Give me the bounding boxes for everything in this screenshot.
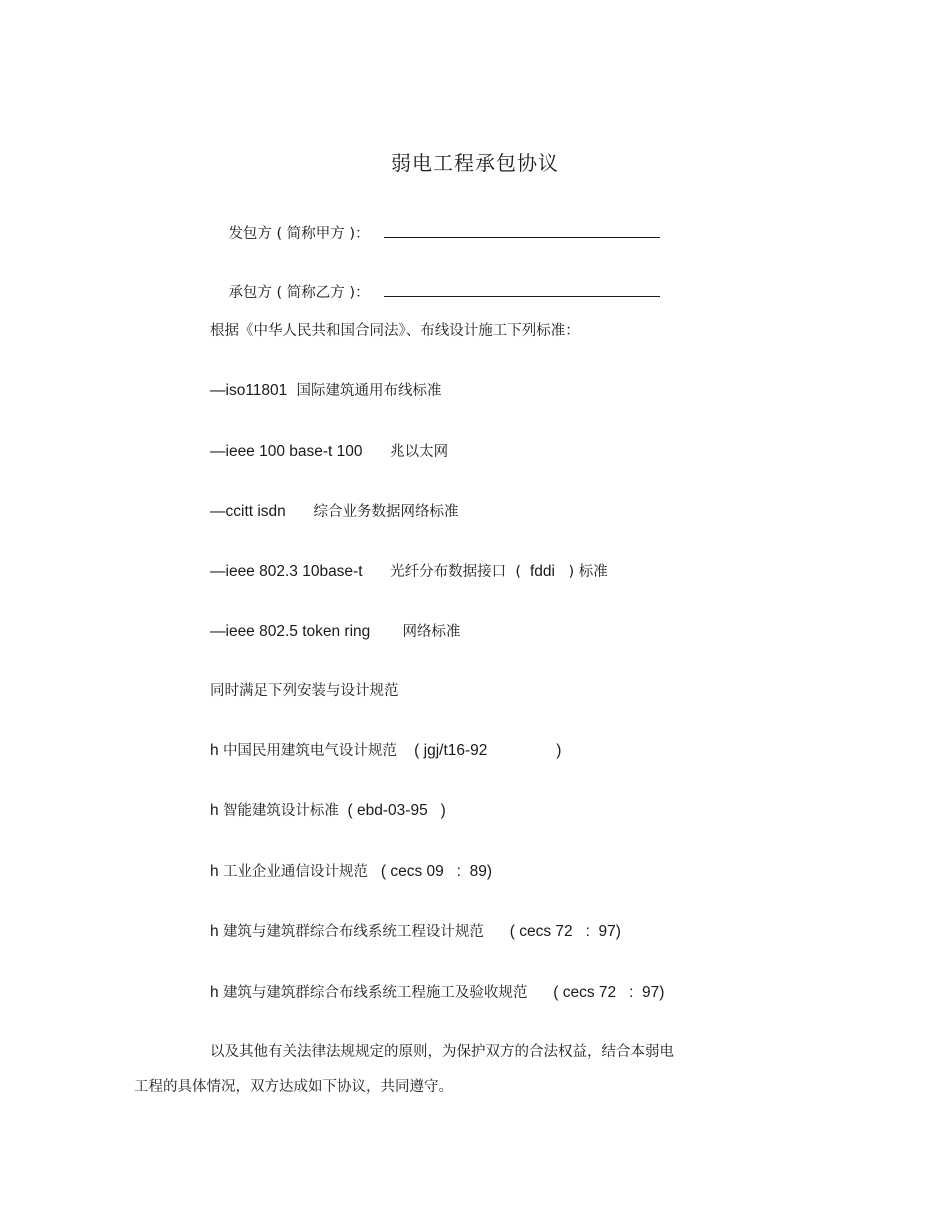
standard-code: —ieee 802.5 token ring [210, 623, 371, 640]
norm-name: 建筑与建筑群综合布线系统工程设计规范 [222, 924, 484, 940]
norm-item [210, 983, 664, 1003]
standard-code: —iso11801 [210, 382, 288, 399]
standard-desc-secondary: ) 标准 [559, 564, 608, 580]
standard-desc: 光纤分布数据接口 ( [362, 564, 526, 580]
norms-intro: 同时满足下列安装与设计规范 [210, 683, 399, 699]
norm-name: 中国民用建筑电气设计规范 [222, 743, 397, 759]
party-a-blank[interactable] [384, 223, 660, 238]
closing-paragraph-line1: 以及其他有关法律法规规定的原则，为保护双方的合法权益，结合本弱电 [210, 1044, 674, 1060]
standard-desc: 兆以太网 [362, 444, 449, 460]
norm-item [210, 801, 446, 821]
standard-code: —ieee 100 base-t 100 [210, 443, 363, 460]
norm-code: ( cecs 09 : 89) [367, 863, 492, 880]
norm-prefix: h [210, 802, 223, 819]
norm-item [210, 741, 561, 761]
party-b-row [210, 262, 660, 323]
standard-item [210, 502, 458, 522]
party-b-label: 承包方 ( 简称乙方 )： [228, 285, 370, 301]
standard-code: —ieee 802.3 10base-t [210, 563, 363, 580]
norm-code: ( ebd-03-95 ) [338, 802, 446, 819]
party-a-label: 发包方 ( 简称甲方 )： [228, 226, 370, 242]
standard-desc: 网络标准 [370, 624, 461, 640]
norm-name: 智能建筑设计标准 [222, 803, 339, 819]
standard-item [210, 622, 461, 642]
norm-item [210, 922, 621, 942]
norm-code: ( cecs 72 : 97) [483, 923, 621, 940]
standard-code-secondary: fddi [525, 563, 560, 580]
standard-code: —ccitt isdn [210, 503, 286, 520]
norm-prefix: h [210, 984, 223, 1001]
document-title: 弱电工程承包协议 [391, 151, 559, 175]
standard-desc: 国际建筑通用布线标准 [287, 383, 442, 399]
standard-desc: 综合业务数据网络标准 [285, 504, 459, 520]
norm-prefix: h [210, 923, 223, 940]
standard-item [210, 381, 441, 401]
norm-code: ( jgj/t16-92 ) [396, 742, 562, 759]
basis-intro: 根据《中华人民共和国合同法》、布线设计施工下列标准： [210, 323, 580, 339]
norm-name: 工业企业通信设计规范 [222, 864, 368, 880]
closing-paragraph-line2: 工程的具体情况，双方达成如下协议，共同遵守。 [134, 1079, 453, 1095]
party-b-blank[interactable] [384, 282, 660, 297]
standard-item [210, 442, 448, 462]
norm-item [210, 862, 492, 882]
norm-name: 建筑与建筑群综合布线系统工程施工及验收规范 [222, 985, 528, 1001]
norm-code: ( cecs 72 : 97) [527, 984, 665, 1001]
norm-prefix: h [210, 742, 223, 759]
party-a-row [210, 203, 660, 264]
standard-item [210, 562, 608, 582]
norm-prefix: h [210, 863, 223, 880]
